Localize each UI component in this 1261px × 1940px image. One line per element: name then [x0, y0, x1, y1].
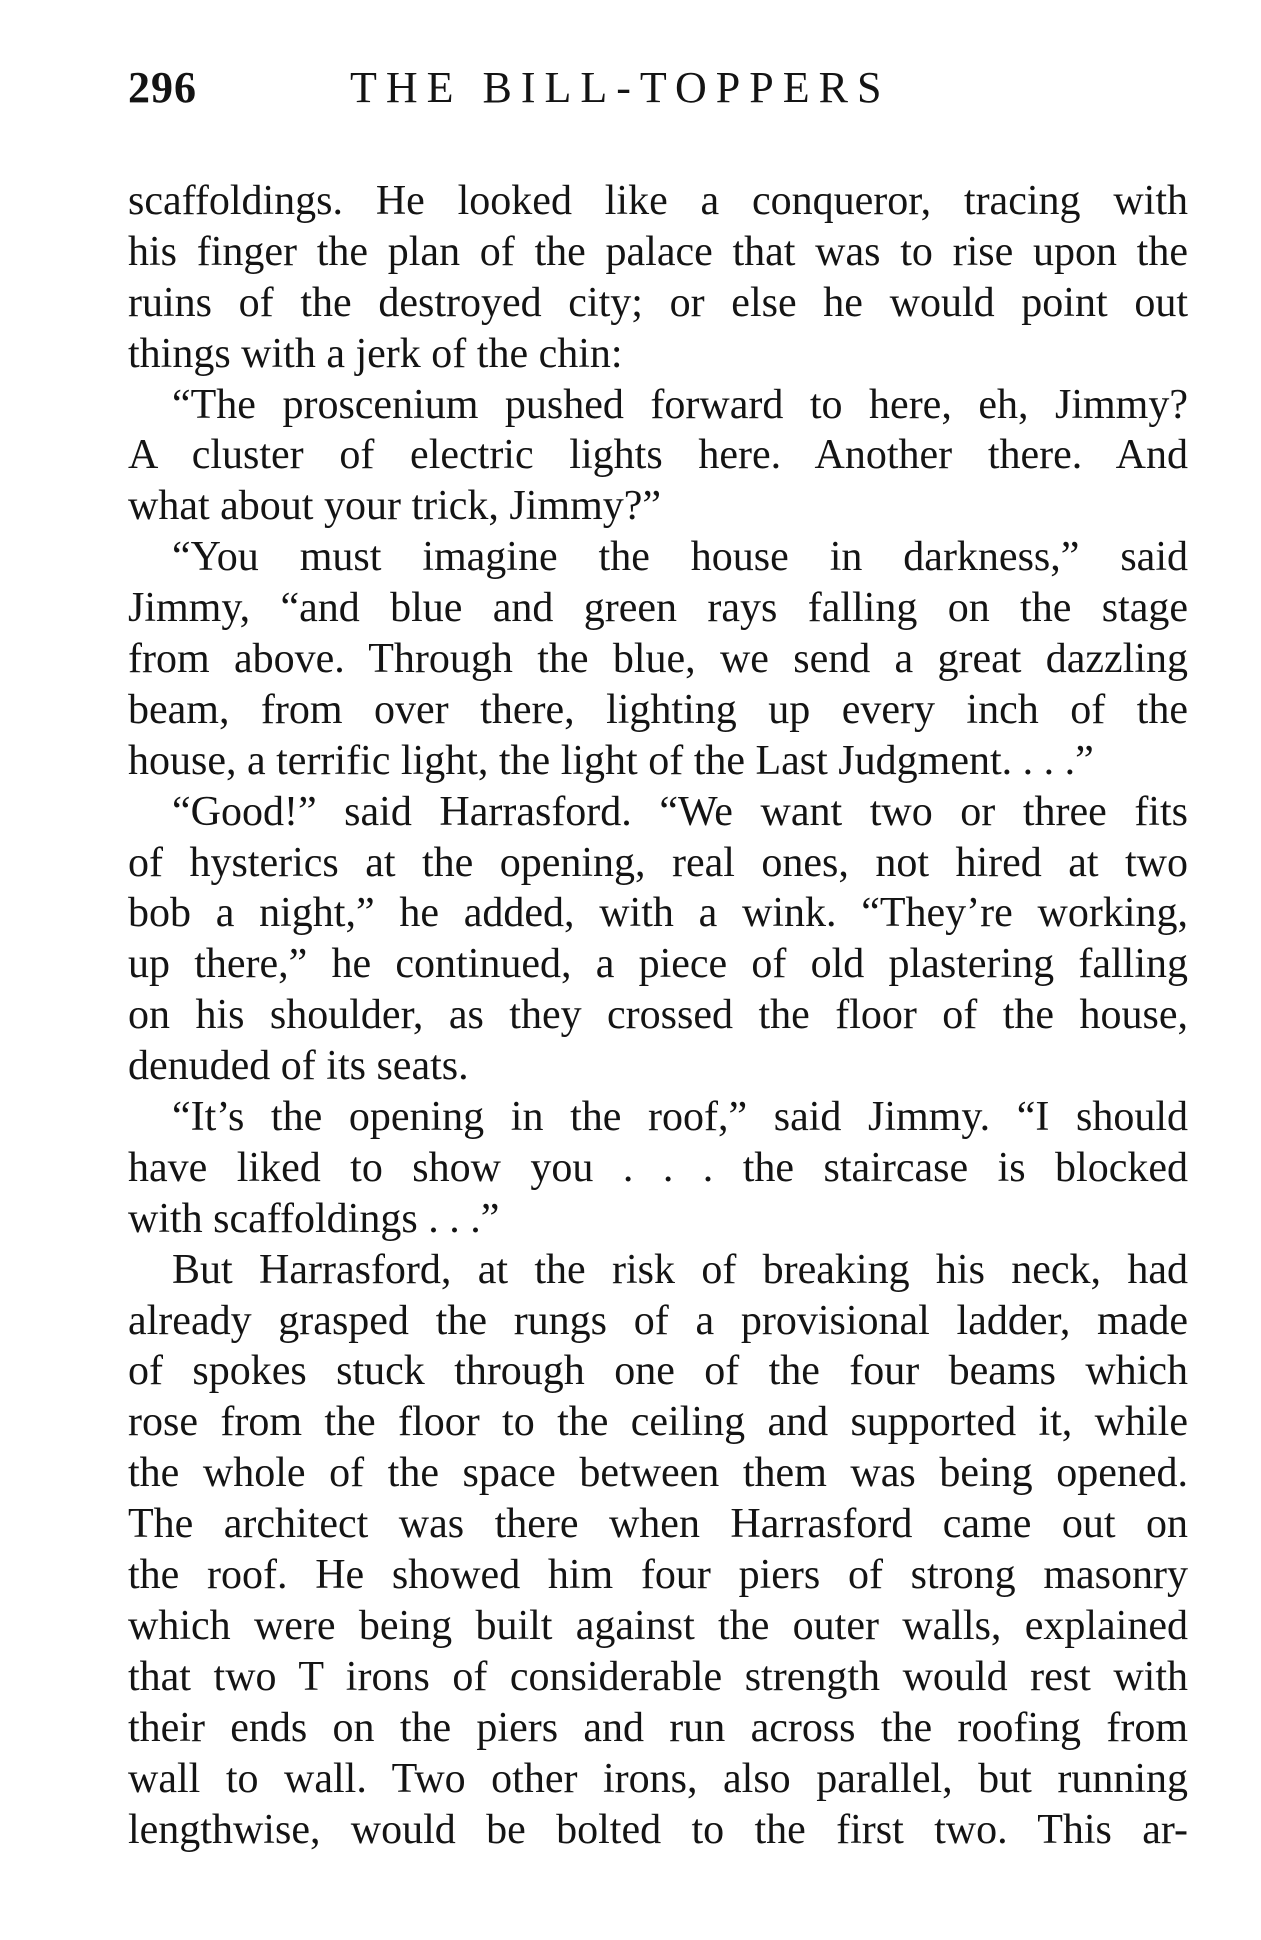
text-line: on his shoulder, as they crossed the floor of the house,: [128, 992, 1188, 1039]
text-line: his finger the plan of the palace that was to rise upon the: [128, 228, 1188, 275]
text-line: the whole of the space between them was being opened.: [128, 1450, 1188, 1497]
text-line: house, a terrific light, the light of the Last Judgment. . . .”: [128, 737, 1094, 784]
text-line: with scaffoldings . . .”: [128, 1195, 500, 1242]
text-line: the roof. He showed him four piers of strong masonry: [128, 1552, 1188, 1599]
text-line: what about your trick, Jimmy?”: [128, 483, 662, 530]
text-line: things with a jerk of the chin:: [128, 330, 623, 377]
text-line: bob a night,” he added, with a wink. “They’re working,: [128, 890, 1188, 937]
running-head: THE BILL-TOPPERS: [350, 63, 891, 112]
text-line: from above. Through the blue, we send a great dazzling: [128, 636, 1188, 683]
text-line: A cluster of electric lights here. Another there. And: [128, 432, 1188, 479]
text-line: But Harrasford, at the risk of breaking his neck, had: [172, 1246, 1188, 1293]
text-line: of spokes stuck through one of the four beams which: [128, 1348, 1188, 1395]
text-line: which were being built against the outer walls, explained: [128, 1602, 1188, 1649]
body-text: [128, 176, 1188, 1855]
text-line: ruins of the destroyed city; or else he would point out: [128, 279, 1188, 326]
text-line: “You must imagine the house in darkness,” said: [172, 534, 1188, 581]
text-line: “The proscenium pushed forward to here, eh, Jimmy?: [172, 381, 1188, 428]
text-line: have liked to show you . . . the staircase is blocked: [128, 1144, 1188, 1191]
text-line: wall to wall. Two other irons, also parallel, but running: [128, 1755, 1188, 1802]
text-line: that two T irons of considerable strength would rest with: [128, 1653, 1188, 1700]
page-number: 296: [128, 63, 197, 112]
text-line: “It’s the opening in the roof,” said Jimmy. “I should: [172, 1094, 1188, 1141]
text-line: The architect was there when Harrasford came out on: [128, 1501, 1188, 1548]
text-line: beam, from over there, lighting up every inch of the: [128, 686, 1188, 733]
text-line: of hysterics at the opening, real ones, not hired at two: [128, 839, 1188, 886]
text-line: their ends on the piers and run across the roofing from: [128, 1704, 1188, 1751]
text-line: Jimmy, “and blue and green rays falling on the stage: [128, 585, 1188, 632]
text-line: “Good!” said Harrasford. “We want two or three fits: [172, 788, 1188, 835]
text-line: lengthwise, would be bolted to the first two. This ar-: [128, 1806, 1188, 1853]
text-line: scaffoldings. He looked like a conqueror, tracing with: [128, 178, 1188, 224]
text-line: already grasped the rungs of a provisional ladder, made: [128, 1297, 1188, 1344]
page-header: [128, 62, 1188, 122]
text-line: rose from the floor to the ceiling and supported it, while: [128, 1399, 1188, 1446]
text-line: up there,” he continued, a piece of old plastering falling: [128, 941, 1188, 988]
text-line: denuded of its seats.: [128, 1043, 469, 1090]
